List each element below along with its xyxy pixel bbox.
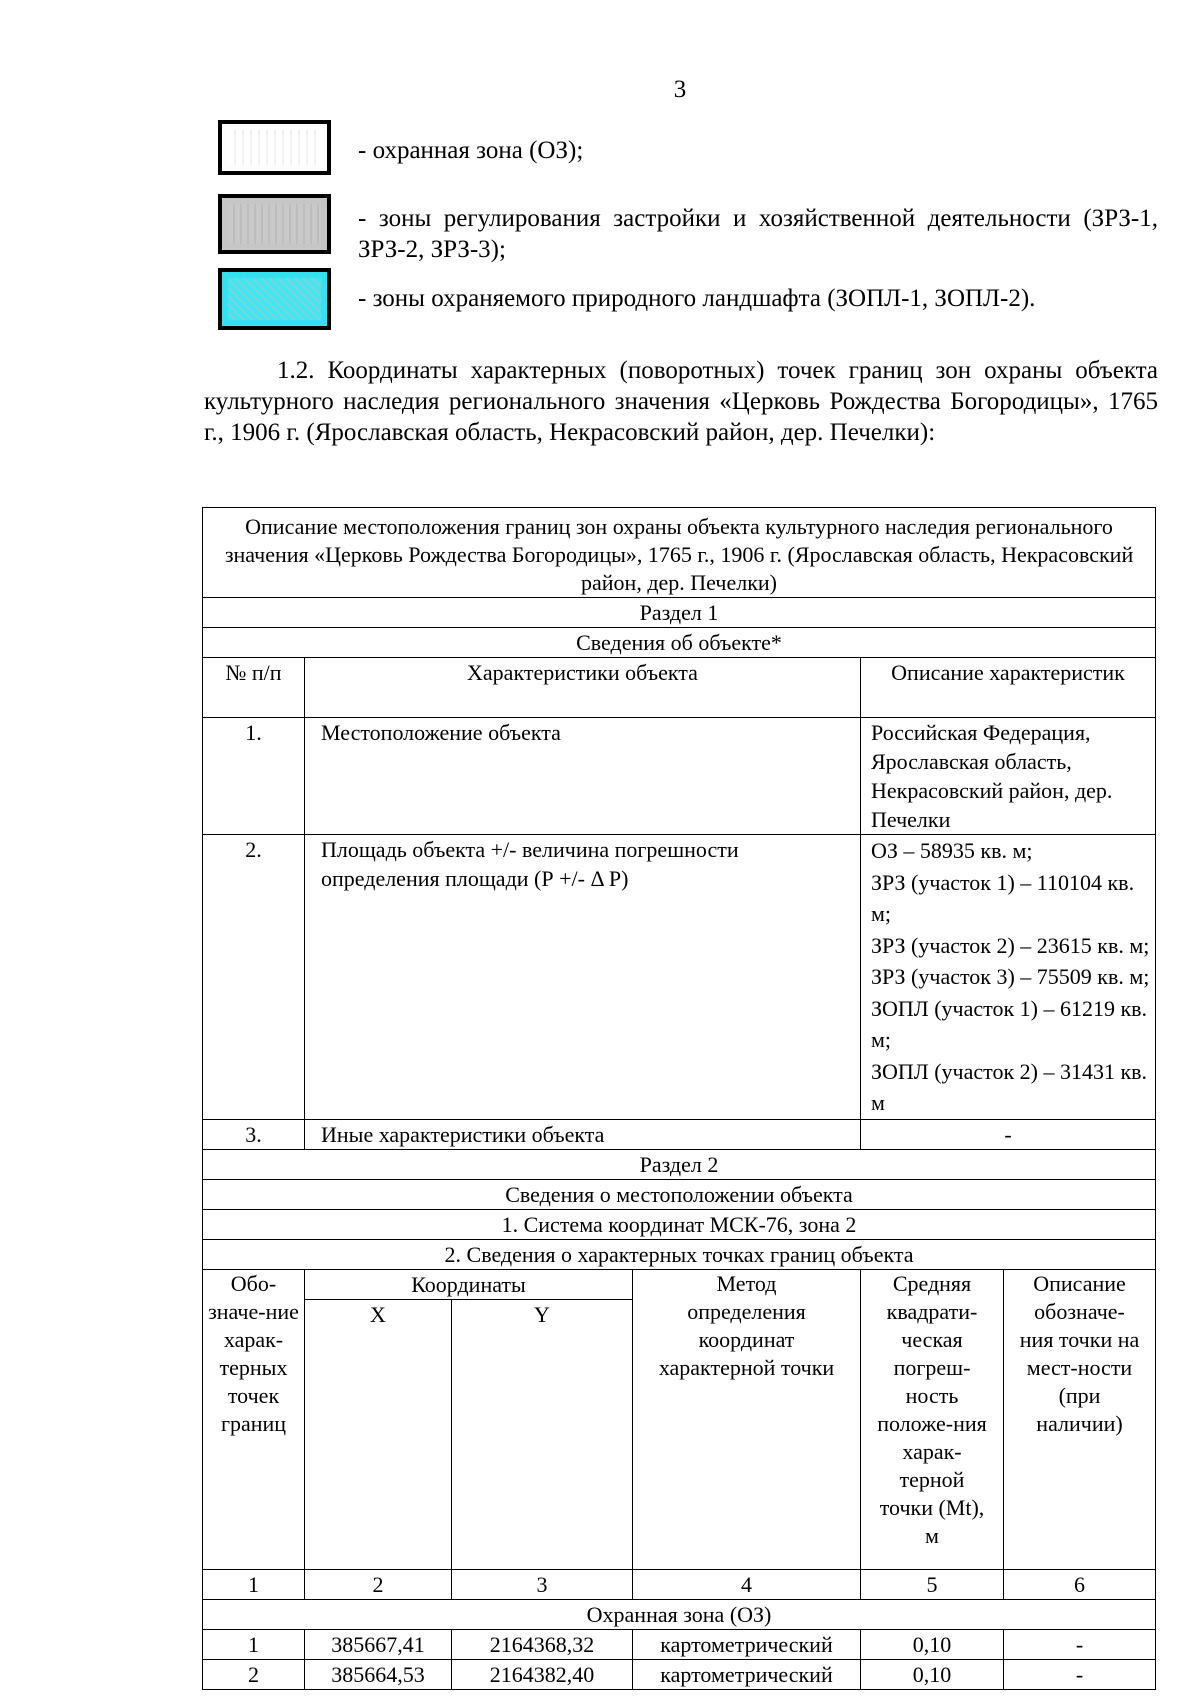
table-title: Описание местоположения границ зон охраны объекта культурного наследия регионального значения «Церковь Рождества Богородицы», 1765 г., 1906 г. (Ярославская область, Некрасовский район, дер. Печелки) <box>203 508 1156 598</box>
col-header-num: № п/п <box>203 658 305 718</box>
point-mt: 0,10 <box>861 1629 1004 1659</box>
legend-label-zopl: - зоны охраняемого природного ландшафта (ЗОПЛ-1, ЗОПЛ-2). <box>358 285 1036 312</box>
header-method: Метод определения координат характерной точки <box>633 1269 861 1569</box>
coord-system: 1. Система координат МСК-76, зона 2 <box>203 1209 1156 1239</box>
points-title: 2. Сведения о характерных точках границ объекта <box>203 1239 1156 1269</box>
section2-label: Раздел 2 <box>203 1149 1156 1179</box>
legend-label-zrz: - зоны регулирования застройки и хозяйственной деятельности (ЗРЗ-1, ЗРЗ-2, ЗРЗ-3); <box>358 205 1158 263</box>
col-number: 3 <box>452 1569 633 1599</box>
area-line: ЗОПЛ (участок 1) – 61219 кв. м; <box>871 995 1148 1052</box>
header-coordinates: Координаты <box>305 1269 633 1299</box>
point-x: 385664,53 <box>305 1659 452 1689</box>
point-method: картометрический <box>633 1659 861 1689</box>
col-number: 6 <box>1004 1569 1156 1599</box>
point-x: 385667,41 <box>305 1629 452 1659</box>
section1-subtitle: Сведения об объекте* <box>203 628 1156 658</box>
point-id: 1 <box>203 1629 305 1659</box>
zone-label: Охранная зона (ОЗ) <box>203 1599 1156 1629</box>
row-desc: - <box>861 1119 1156 1149</box>
point-mt: 0,10 <box>861 1659 1004 1689</box>
point-id: 2 <box>203 1659 305 1689</box>
table-row <box>203 718 1156 835</box>
zrz-swatch <box>218 194 331 254</box>
header-x: X <box>305 1299 452 1569</box>
row-number: 3. <box>203 1119 305 1149</box>
area-line: ЗОПЛ (участок 2) – 31431 кв. м <box>871 1058 1148 1115</box>
legend-label-oz: - охранная зона (ОЗ); <box>358 137 584 164</box>
row-number: 1. <box>203 718 305 835</box>
intro-paragraph: 1.2. Координаты характерных (поворотных) точек границ зон охраны объекта культурного наследия регионального значения «Церковь Рождества Богородицы», 1765 г., 1906 г. (Ярославская область, Некрасовский район, дер. Печелки): <box>204 357 1158 446</box>
page-number: 3 <box>673 76 687 103</box>
area-line: ЗРЗ (участок 2) – 23615 кв. м; <box>871 932 1150 958</box>
legend-item-oz <box>218 120 1158 180</box>
header-y: Y <box>452 1299 633 1569</box>
oz-swatch <box>218 120 331 175</box>
header-error: Средняя квадрати-ческая погреш-ность положе-ния харак-терной точки (Mt), м <box>861 1269 1004 1569</box>
col-number: 1 <box>203 1569 305 1599</box>
legend-item-zrz <box>218 194 1158 263</box>
col-header-description: Описание характеристик <box>861 658 1156 718</box>
col-number: 2 <box>305 1569 452 1599</box>
col-header-characteristic: Характеристики объекта <box>305 658 861 718</box>
row-desc <box>861 835 1156 1120</box>
zopl-swatch <box>218 268 331 330</box>
row-name: Площадь объекта +/- величина погрешности определения площади (Р +/- Δ Р) <box>305 835 861 1120</box>
area-line: ОЗ – 58935 кв. м; <box>871 838 1033 863</box>
row-desc: Российская Федерация, Ярославская область, Некрасовский район, дер. Печелки <box>861 718 1156 835</box>
row-number: 2. <box>203 835 305 1120</box>
point-y: 2164368,32 <box>452 1629 633 1659</box>
section1-label: Раздел 1 <box>203 598 1156 628</box>
row-name: Иные характеристики объекта <box>305 1119 861 1149</box>
section2-subtitle: Сведения о местоположении объекта <box>203 1179 1156 1209</box>
point-desc: - <box>1004 1629 1156 1659</box>
column-numbers-row <box>203 1569 1156 1599</box>
table-row <box>203 1659 1156 1689</box>
table-row <box>203 1629 1156 1659</box>
col-number: 5 <box>861 1569 1004 1599</box>
point-y: 2164382,40 <box>452 1659 633 1689</box>
legend-item-zopl <box>218 268 1158 334</box>
point-desc: - <box>1004 1659 1156 1689</box>
table-row <box>203 1119 1156 1149</box>
point-method: картометрический <box>633 1629 861 1659</box>
area-line: ЗРЗ (участок 1) – 110104 кв. м; <box>871 869 1135 926</box>
col-number: 4 <box>633 1569 861 1599</box>
header-description: Описание обозначе-ния точки на мест-ности (при наличии) <box>1004 1269 1156 1569</box>
zones-table <box>202 507 1156 1690</box>
table-row <box>203 835 1156 1120</box>
area-line: ЗРЗ (участок 3) – 75509 кв. м; <box>871 964 1150 989</box>
row-name: Местоположение объекта <box>305 718 861 835</box>
header-designation: Обо-значе-ние харак-терных точек границ <box>203 1269 305 1569</box>
